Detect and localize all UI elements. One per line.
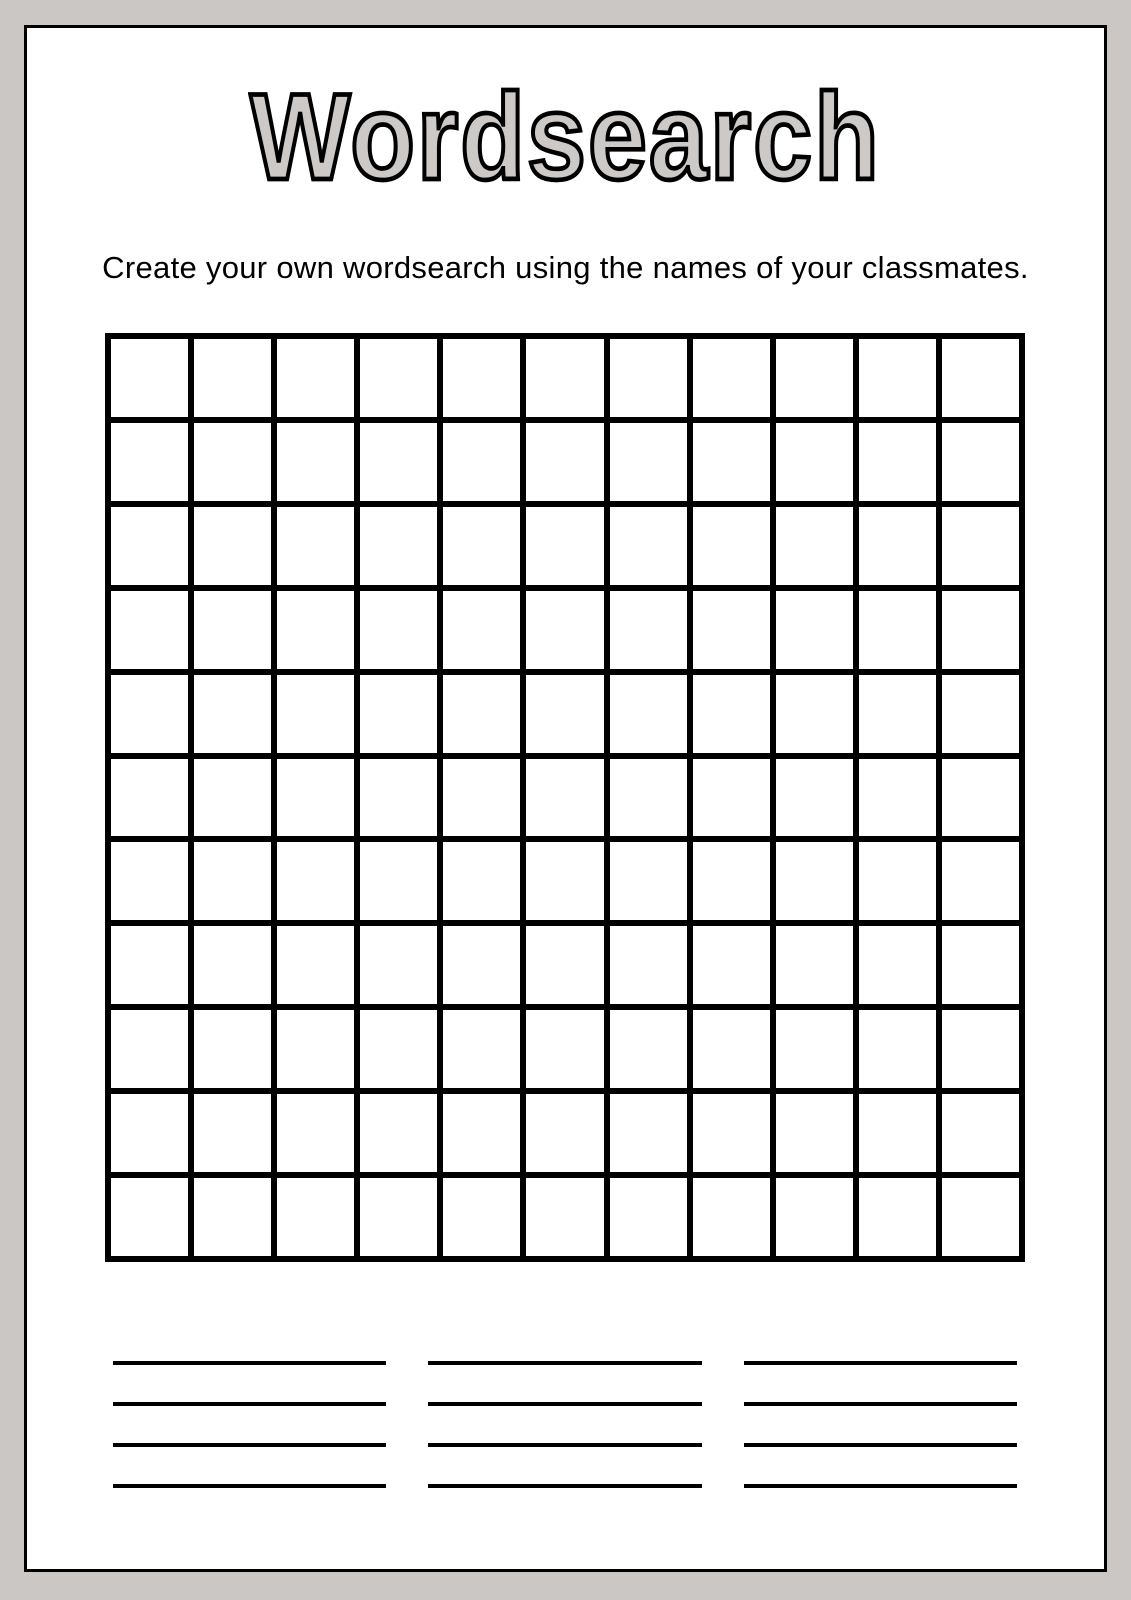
instruction-text: Create your own wordsearch using the names of your classmates. bbox=[102, 250, 1029, 285]
grid-cell bbox=[942, 339, 1019, 417]
grid-cell bbox=[859, 507, 936, 585]
answer-line bbox=[113, 1443, 386, 1447]
grid-cell bbox=[610, 759, 687, 837]
grid-cell bbox=[526, 1094, 603, 1172]
grid-cell bbox=[443, 1178, 520, 1256]
grid-cell bbox=[443, 1010, 520, 1088]
grid-cell bbox=[194, 759, 271, 837]
grid-cell bbox=[111, 1178, 188, 1256]
grid-cell bbox=[360, 842, 437, 920]
grid-cell bbox=[776, 339, 853, 417]
grid-cell bbox=[859, 759, 936, 837]
grid-cell bbox=[360, 423, 437, 501]
grid-cell bbox=[443, 1094, 520, 1172]
grid-cell bbox=[443, 507, 520, 585]
grid-cell bbox=[443, 423, 520, 501]
grid-cell bbox=[776, 591, 853, 669]
grid-cell bbox=[942, 1010, 1019, 1088]
grid-cell bbox=[610, 591, 687, 669]
grid-cell bbox=[360, 759, 437, 837]
grid-cell bbox=[443, 842, 520, 920]
grid-cell bbox=[194, 339, 271, 417]
grid-cell bbox=[610, 339, 687, 417]
answer-line bbox=[744, 1402, 1017, 1406]
answer-line bbox=[744, 1361, 1017, 1365]
answer-line bbox=[113, 1484, 386, 1488]
grid-cell bbox=[111, 926, 188, 1004]
grid-cell bbox=[277, 759, 354, 837]
grid-cell bbox=[610, 1094, 687, 1172]
answer-line bbox=[113, 1361, 386, 1365]
grid-cell bbox=[277, 926, 354, 1004]
grid-cell bbox=[610, 675, 687, 753]
grid-cell bbox=[859, 423, 936, 501]
grid-cell bbox=[360, 1178, 437, 1256]
grid-cell bbox=[443, 591, 520, 669]
answer-line bbox=[428, 1443, 701, 1447]
grid-cell bbox=[111, 1010, 188, 1088]
grid-cell bbox=[776, 507, 853, 585]
worksheet-title: Wordsearch bbox=[250, 69, 881, 206]
answer-line-column bbox=[113, 1361, 386, 1488]
grid-cell bbox=[360, 926, 437, 1004]
grid-cell bbox=[277, 423, 354, 501]
grid-cell bbox=[526, 1178, 603, 1256]
grid-cell bbox=[194, 1178, 271, 1256]
grid-cell bbox=[610, 1178, 687, 1256]
grid-cell bbox=[526, 339, 603, 417]
answer-line bbox=[113, 1402, 386, 1406]
grid-cell bbox=[776, 1178, 853, 1256]
grid-cell bbox=[443, 339, 520, 417]
grid-cell bbox=[194, 1010, 271, 1088]
grid-cell bbox=[111, 1094, 188, 1172]
grid-cell bbox=[194, 591, 271, 669]
grid-cell bbox=[942, 591, 1019, 669]
grid-cell bbox=[277, 507, 354, 585]
grid-cell bbox=[942, 507, 1019, 585]
grid-cell bbox=[443, 759, 520, 837]
grid-cell bbox=[942, 842, 1019, 920]
grid-cell bbox=[111, 759, 188, 837]
grid-cell bbox=[526, 759, 603, 837]
grid-cell bbox=[776, 423, 853, 501]
grid-cell bbox=[610, 1010, 687, 1088]
grid-cell bbox=[776, 1094, 853, 1172]
answer-line bbox=[744, 1443, 1017, 1447]
grid-cell bbox=[693, 1010, 770, 1088]
grid-cell bbox=[776, 759, 853, 837]
grid-cell bbox=[526, 842, 603, 920]
grid-cell bbox=[194, 675, 271, 753]
answer-line-column bbox=[428, 1361, 701, 1488]
grid-cell bbox=[526, 591, 603, 669]
grid-cell bbox=[859, 675, 936, 753]
grid-cell bbox=[277, 842, 354, 920]
grid-cell bbox=[111, 423, 188, 501]
grid-cell bbox=[610, 423, 687, 501]
grid-cell bbox=[942, 759, 1019, 837]
grid-cell bbox=[111, 507, 188, 585]
grid-cell bbox=[194, 926, 271, 1004]
grid-cell bbox=[693, 423, 770, 501]
grid-cell bbox=[443, 926, 520, 1004]
answer-line bbox=[428, 1361, 701, 1365]
grid-cell bbox=[942, 1178, 1019, 1256]
answer-lines-section bbox=[113, 1361, 1017, 1488]
grid-cell bbox=[610, 842, 687, 920]
grid-cell bbox=[194, 423, 271, 501]
grid-cell bbox=[942, 926, 1019, 1004]
grid-cell bbox=[693, 675, 770, 753]
grid-cell bbox=[277, 591, 354, 669]
grid-cell bbox=[360, 339, 437, 417]
grid-cell bbox=[194, 1094, 271, 1172]
grid-cell bbox=[776, 842, 853, 920]
grid-cell bbox=[526, 423, 603, 501]
grid-cell bbox=[526, 507, 603, 585]
grid-cell bbox=[859, 1178, 936, 1256]
wordsearch-grid bbox=[105, 333, 1025, 1262]
grid-cell bbox=[360, 591, 437, 669]
grid-cell bbox=[942, 423, 1019, 501]
grid-cell bbox=[360, 1010, 437, 1088]
answer-line bbox=[744, 1484, 1017, 1488]
grid-cell bbox=[111, 842, 188, 920]
grid-cell bbox=[776, 675, 853, 753]
grid-cell bbox=[693, 1178, 770, 1256]
grid-cell bbox=[526, 675, 603, 753]
grid-cell bbox=[443, 675, 520, 753]
grid-cell bbox=[859, 842, 936, 920]
grid-cell bbox=[277, 339, 354, 417]
grid-cell bbox=[277, 1094, 354, 1172]
grid-cell bbox=[194, 507, 271, 585]
grid-cell bbox=[111, 591, 188, 669]
grid-cell bbox=[277, 1010, 354, 1088]
grid-cell bbox=[610, 926, 687, 1004]
answer-line bbox=[428, 1402, 701, 1406]
answer-line bbox=[428, 1484, 701, 1488]
grid-cell bbox=[693, 926, 770, 1004]
grid-cell bbox=[111, 339, 188, 417]
grid-cell bbox=[194, 842, 271, 920]
grid-cell bbox=[277, 1178, 354, 1256]
grid-cell bbox=[693, 507, 770, 585]
grid-cell bbox=[693, 842, 770, 920]
grid-cell bbox=[942, 1094, 1019, 1172]
grid-cell bbox=[942, 675, 1019, 753]
grid-cell bbox=[859, 1094, 936, 1172]
grid-cell bbox=[277, 675, 354, 753]
grid-cell bbox=[859, 591, 936, 669]
grid-cell bbox=[693, 339, 770, 417]
grid-cell bbox=[859, 339, 936, 417]
grid-cell bbox=[610, 507, 687, 585]
grid-cell bbox=[693, 591, 770, 669]
grid-cell bbox=[526, 926, 603, 1004]
grid-cell bbox=[693, 759, 770, 837]
grid-cell bbox=[360, 507, 437, 585]
grid-cell bbox=[111, 675, 188, 753]
grid-cell bbox=[859, 926, 936, 1004]
worksheet-page bbox=[24, 25, 1107, 1572]
grid-cell bbox=[859, 1010, 936, 1088]
grid-cell bbox=[776, 926, 853, 1004]
grid-cell bbox=[776, 1010, 853, 1088]
grid-cell bbox=[360, 1094, 437, 1172]
grid-cell bbox=[360, 675, 437, 753]
answer-line-column bbox=[744, 1361, 1017, 1488]
grid-cell bbox=[526, 1010, 603, 1088]
grid-cell bbox=[693, 1094, 770, 1172]
